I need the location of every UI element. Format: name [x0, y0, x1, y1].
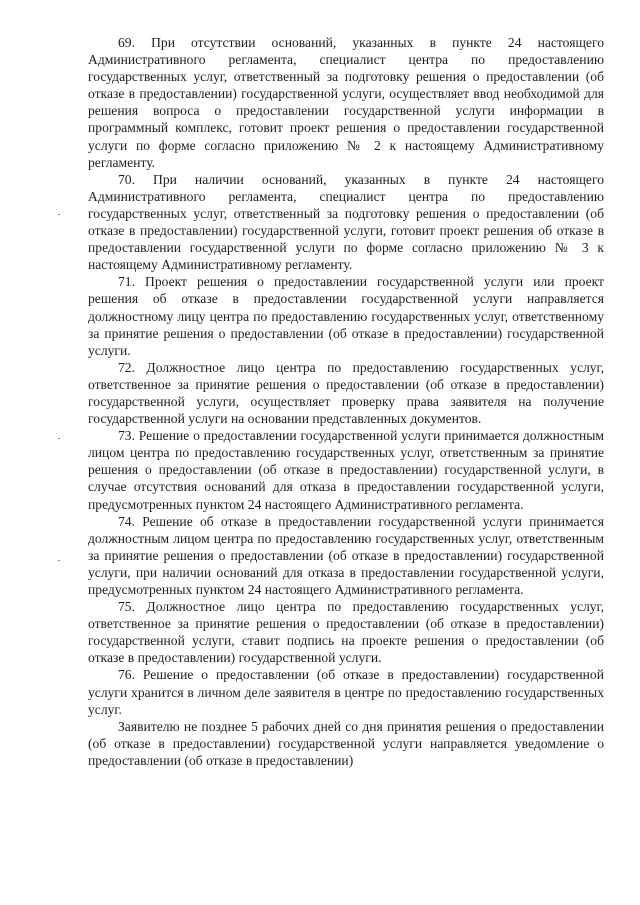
paragraph-75: 75. Должностное лицо центра по предоставлению государственных услуг, ответственное за принятие решения о предоставлении (об отказе в предоставлении) государственной услуги, ставит подпись на проекте решения о предоставлении (об отказе в предоставлении) государственной услуги. — [88, 599, 604, 666]
paragraph-69: 69. При отсутствии оснований, указанных в пункте 24 настоящего Административного регламента, специалист центра по предоставлению государственных услуг, ответственный за подготовку решения о предоставлении (об отказе в предоставлении) государственной услуги, осуществляет ввод необходимой для решения вопроса о предоставлении государственной услуги информации в программный комплекс, готовит проект решения о предоставлении государственной услуги по форме согласно приложению № 2 к настоящему Административному регламенту. — [88, 35, 604, 170]
scan-artifact — [58, 214, 60, 215]
paragraph-74: 74. Решение об отказе в предоставлении государственной услуги принимается должностным лицом центра по предоставлению государственных услуг, ответственным за принятие решения о предоставлении (об отказе в предоставлении) государственной услуги, при наличии оснований для отказа в предоставлении государственной услуги, предусмотренных пунктом 24 настоящего Административного регламента. — [88, 513, 604, 597]
paragraph-72: 72. Должностное лицо центра по предоставлению государственных услуг, ответственное за принятие решения о предоставлении (об отказе в предоставлении) государственной услуги, осуществляет проверку права заявителя на получение государственной услуги на основании представленных документов. — [88, 359, 604, 427]
paragraph-73: 73. Решение о предоставлении государственной услуги принимается должностным лицом центра по предоставлению государственных услуг, ответственным за принятие решения о предоставлении (об отказе в предоставлении) государственной услуги, в случае отсутствия оснований для отказа в предоставлении государственной услуги, предусмотренных пунктом 24 настоящего Административного регламента. — [88, 428, 604, 512]
paragraph-70: 70. При наличии оснований, указанных в пункте 24 настоящего Административного регламента, специалист центра по предоставлению государственных услуг, ответственный за подготовку решения о предоставлении (об отказе в предоставлении) государственной услуги, готовит проект решения об отказе в предоставлении государственной услуги по форме согласно приложению № 3 к настоящему Административному регламенту. — [88, 171, 604, 273]
scan-artifact — [58, 438, 60, 439]
document-body — [88, 34, 604, 769]
paragraph-76: 76. Решение о предоставлении (об отказе в предоставлении) государственной услуги хранится в личном деле заявителя в центре по предоставлению государственных услуг. — [88, 667, 604, 717]
scan-artifact — [58, 560, 60, 561]
paragraph-71: 71. Проект решения о предоставлении государственной услуги или проект решения об отказе в предоставлении государственной услуги направляется должностному лицу центра по предоставлению государственных услуг, ответственному за принятие решения о предоставлении (об отказе в предоставлении) государственной услуги. — [88, 274, 604, 358]
paragraph-notification: Заявителю не позднее 5 рабочих дней со дня принятия решения о предоставлении (об отказе в предоставлении) государственной услуги направляется уведомление о предоставлении (об отказе в предоставлении) — [88, 718, 604, 768]
